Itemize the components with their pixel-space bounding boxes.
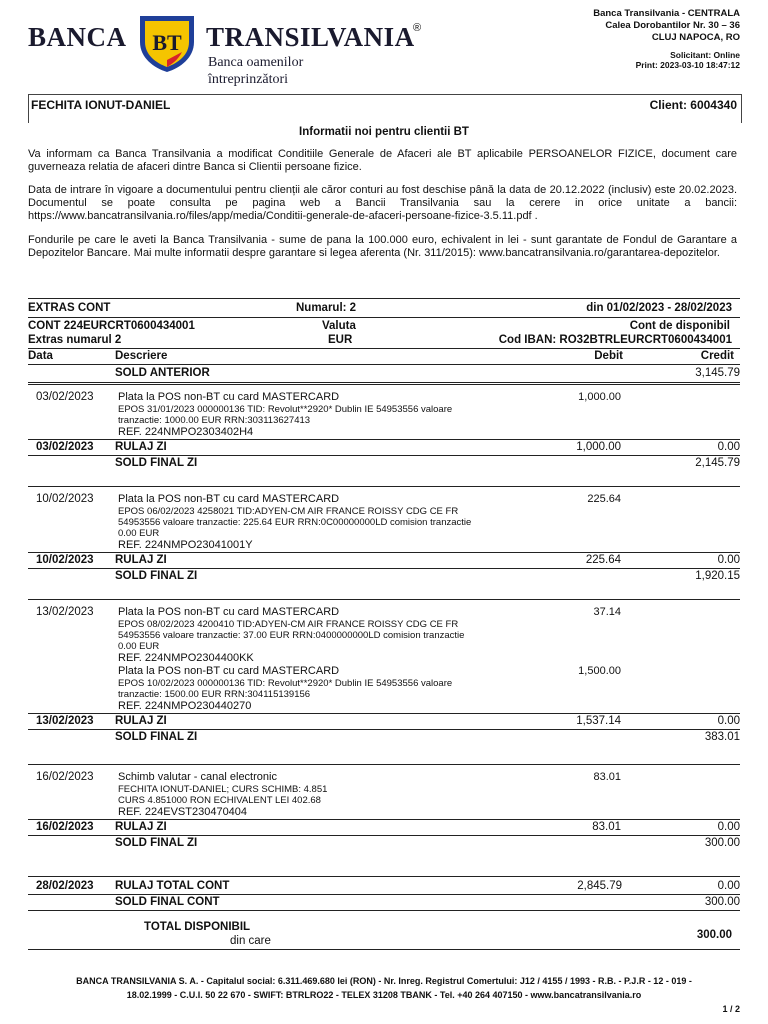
transaction-date: 03/02/2023	[36, 391, 94, 403]
logo-tagline-1: Banca oamenilor	[208, 55, 304, 70]
extras-label: EXTRAS CONT	[28, 302, 111, 314]
page-number: 1 / 2	[722, 1004, 740, 1014]
notice-title: Informatii noi pentru clientii BT	[299, 126, 469, 138]
divider	[28, 835, 740, 836]
transaction-title: Plata la POS non-BT cu card MASTERCARD	[118, 391, 340, 403]
rulaj-debit: 1,000.00	[576, 441, 621, 453]
statement-period: din 01/02/2023 - 28/02/2023	[586, 302, 732, 314]
transaction-title: Plata la POS non-BT cu card MASTERCARD	[118, 493, 340, 505]
logo-mark-text: BT	[152, 30, 182, 55]
branch-info	[480, 8, 740, 70]
transaction-reference: REF. 224NMPO230440270	[118, 700, 252, 712]
rulaj-label: RULAJ ZI	[115, 554, 167, 566]
day-final-label: SOLD FINAL ZI	[115, 731, 198, 743]
total-rulaj-label: RULAJ TOTAL CONT	[115, 880, 230, 892]
footer-line-1: BANCA TRANSILVANIA S. A. - Capitalul social: 6.311.469.680 lei (RON) - Nr. Inreg. Registrul Comertului: J12 / 4155 / 1993 - R.B. - P.J.R - 12 - 019 -	[76, 976, 692, 986]
rulaj-label: RULAJ ZI	[115, 821, 167, 833]
day-final-label: SOLD FINAL ZI	[115, 457, 198, 469]
transaction-detail: 0.00 EUR	[118, 641, 160, 652]
available-label: TOTAL DISPONIBIL	[144, 921, 251, 933]
account-number: CONT 224EURCRT0600434001	[28, 320, 195, 332]
transaction-reference: REF. 224NMPO23041001Y	[118, 539, 253, 551]
transaction-debit: 1,000.00	[578, 391, 621, 403]
currency-label: Valuta	[322, 320, 356, 332]
divider	[28, 713, 740, 714]
divider	[28, 439, 740, 440]
rulaj-label: RULAJ ZI	[115, 441, 167, 453]
notice-paragraph-3: Fondurile pe care le aveti la Banca Transilvania - sume de pana la 100.000 euro, echivalent in lei - sunt garantate de Fondul de Garantare a Depozitelor Bancare. Mai multe informatii despre garantare si legea aferenta (Nr. 311/2015): www.bancatransilvania.ro/garantarea-depozitelor.	[28, 234, 737, 259]
registered-mark: ®	[413, 22, 422, 34]
iban: Cod IBAN: RO32BTRLEURCRT0600434001	[498, 334, 732, 346]
requester: Solicitant: Online	[670, 50, 740, 60]
print-timestamp: Print: 2023-03-10 18:47:12	[635, 60, 740, 70]
transaction-debit: 37.14	[593, 606, 621, 618]
transaction-detail: 54953556 valoare tranzactie: 225.64 EUR RRN:0C00000000LD comision tranzactie	[118, 517, 472, 528]
divider	[28, 552, 740, 553]
bt-shield-icon	[136, 12, 198, 74]
rulaj-debit: 1,537.14	[576, 715, 621, 727]
client-id: Client: 6004340	[649, 98, 737, 112]
transaction-detail: 0.00 EUR	[118, 528, 160, 539]
transaction-debit: 1,500.00	[578, 665, 621, 677]
col-header-description: Descriere	[115, 350, 168, 362]
opening-balance-value: 3,145.79	[695, 367, 740, 379]
available-sub: din care	[230, 935, 271, 947]
logo-text-banca: BANCA	[28, 22, 127, 52]
transaction-date: 13/02/2023	[36, 606, 94, 618]
transaction-detail: EPOS 31/01/2023 000000136 TID: Revolut**2920* Dublin IE 54953556 valoare	[118, 404, 453, 415]
transaction-detail: 54953556 valoare tranzactie: 37.00 EUR RRN:0400000000LD comision tranzactie	[118, 630, 465, 641]
currency: EUR	[328, 334, 353, 346]
rulaj-date: 10/02/2023	[36, 554, 94, 566]
transaction-detail: tranzactie: 1000.00 EUR RRN:303113627413	[118, 415, 311, 426]
rulaj-credit: 0.00	[717, 554, 740, 566]
rulaj-date: 16/02/2023	[36, 821, 94, 833]
rulaj-credit: 0.00	[717, 821, 740, 833]
day-final-value: 383.01	[704, 731, 740, 743]
day-final-value: 300.00	[704, 837, 740, 849]
transaction-detail: FECHITA IONUT-DANIEL; CURS SCHIMB: 4.851	[118, 784, 328, 795]
transaction-reference: REF. 224NMPO2303402H4	[118, 426, 254, 438]
footer-line-2: 18.02.1999 - C.U.I. 50 22 670 - SWIFT: BTRLRO22 - TELEX 31208 TBANK - Tel. +40 264 407150 - www.bancatransilvania.ro	[126, 990, 642, 1000]
rulaj-credit: 0.00	[717, 441, 740, 453]
client-box	[28, 94, 742, 123]
transaction-detail: EPOS 08/02/2023 4200410 TID:ADYEN-CM AIR FRANCE ROISSY CDG CE FR	[118, 619, 459, 630]
col-header-credit: Credit	[700, 350, 734, 362]
notice-paragraph-2: Data de intrare în vigoare a documentului pentru clienții ale căror conturi au fost deschise până la data de 20.12.2022 (inclusiv) este 20.02.2023. Documentul se poate consulta pe pagina web a Bancii Transilvania sau la cerere in orice unitate a bancii: https://www.bancatransilvania.ro/files/app/media/Conditii-generale-de-afaceri-persoane-fizice-3.5.11.pdf .	[28, 184, 737, 222]
notice-paragraph-1: Va informam ca Banca Transilvania a modificat Conditiile Generale de Afaceri ale BT aplicabile PERSOANELOR FIZICE, document care guverneaza relatia de afaceri dintre Banca si Clientii persoane fizice.	[28, 148, 737, 173]
account-type: Cont de disponibil	[629, 320, 730, 332]
bank-logo	[28, 12, 428, 92]
branch-address-2: CLUJ NAPOCA, RO	[651, 32, 740, 43]
statement-number: Numarul: 2	[296, 302, 357, 314]
divider	[28, 729, 740, 730]
logo-text-transilvania: TRANSILVANIA	[206, 22, 415, 52]
available-value: 300.00	[696, 929, 732, 941]
rulaj-debit: 83.01	[592, 821, 621, 833]
branch-name: Banca Transilvania - CENTRALA	[593, 8, 740, 19]
transaction-detail: EPOS 10/02/2023 000000136 TID: Revolut**2920* Dublin IE 54953556 valoare	[118, 678, 453, 689]
logo-tagline-2: întreprinzători	[208, 72, 289, 87]
divider	[28, 764, 740, 765]
day-final-label: SOLD FINAL ZI	[115, 837, 198, 849]
opening-balance-label: SOLD ANTERIOR	[115, 367, 210, 379]
day-final-value: 1,920.15	[695, 570, 740, 582]
rulaj-date: 03/02/2023	[36, 441, 94, 453]
extras-number: Extras numarul 2	[28, 334, 122, 346]
day-final-label: SOLD FINAL ZI	[115, 570, 198, 582]
final-balance-value: 300.00	[704, 896, 740, 908]
final-balance-label: SOLD FINAL CONT	[115, 896, 220, 908]
transaction-reference: REF. 224NMPO2304400KK	[118, 652, 254, 664]
total-date: 28/02/2023	[36, 880, 94, 892]
divider	[28, 599, 740, 600]
transaction-detail: tranzactie: 1500.00 EUR RRN:304115139156	[118, 689, 311, 700]
divider	[28, 486, 740, 487]
divider	[28, 384, 740, 385]
day-final-value: 2,145.79	[695, 457, 740, 469]
transaction-title: Plata la POS non-BT cu card MASTERCARD	[118, 665, 340, 677]
rulaj-date: 13/02/2023	[36, 715, 94, 727]
transaction-title: Schimb valutar - canal electronic	[118, 771, 277, 783]
total-debit: 2,845.79	[577, 880, 622, 892]
transaction-debit: 225.64	[587, 493, 621, 505]
transaction-title: Plata la POS non-BT cu card MASTERCARD	[118, 606, 340, 618]
rulaj-credit: 0.00	[717, 715, 740, 727]
transaction-detail: CURS 4.851000 RON ECHIVALENT LEI 402.68	[118, 795, 321, 806]
transaction-date: 10/02/2023	[36, 493, 94, 505]
divider	[28, 455, 740, 456]
divider	[28, 819, 740, 820]
transaction-date: 16/02/2023	[36, 771, 94, 783]
transaction-reference: REF. 224EVST230470404	[118, 806, 248, 818]
branch-address-1: Calea Dorobantilor Nr. 30 – 36	[605, 20, 740, 31]
col-header-debit: Debit	[594, 350, 623, 362]
transaction-detail: EPOS 06/02/2023 4258021 TID:ADYEN-CM AIR FRANCE ROISSY CDG CE FR	[118, 506, 459, 517]
col-header-date: Data	[28, 350, 53, 362]
transaction-debit: 83.01	[593, 771, 621, 783]
client-name: FECHITA IONUT-DANIEL	[31, 98, 171, 112]
rulaj-debit: 225.64	[585, 554, 621, 566]
divider	[28, 568, 740, 569]
total-credit: 0.00	[717, 880, 740, 892]
rulaj-label: RULAJ ZI	[115, 715, 167, 727]
